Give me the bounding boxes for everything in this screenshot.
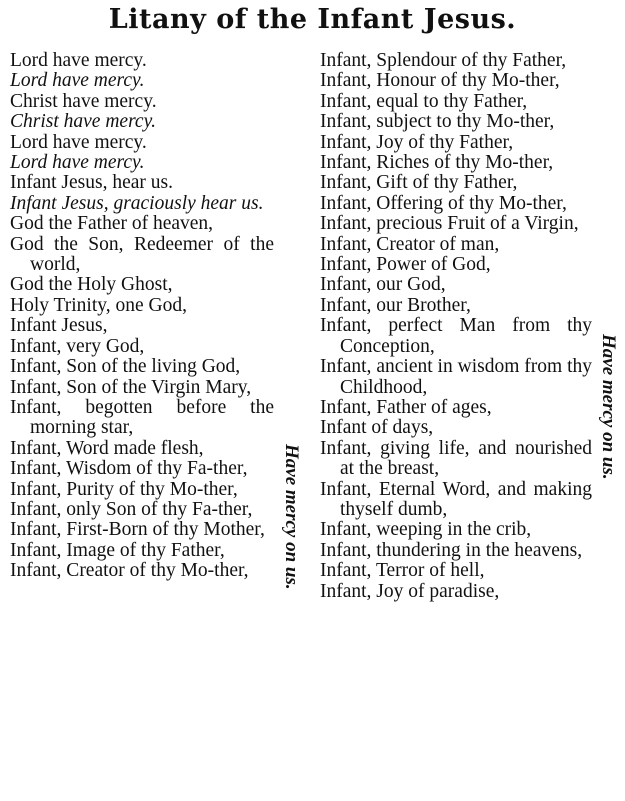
response-left: Have mercy on us.: [281, 444, 302, 590]
litany-entry: Infant, Eternal Word, and making thyself dumb,: [320, 478, 592, 520]
litany-entry: Infant, Terror of hell,: [320, 560, 485, 582]
litany-entry: Infant, weeping in the crib,: [320, 519, 532, 541]
litany-entry: God the Holy Ghost,: [10, 274, 173, 296]
litany-entry: Lord have mercy.: [10, 70, 145, 92]
litany-entry: God the Father of heaven,: [10, 213, 214, 235]
litany-entry: Holy Trinity, one God,: [10, 294, 187, 316]
litany-entry: Infant, Son of the Virgin Mary,: [10, 376, 252, 398]
litany-entry: Christ have mercy.: [10, 90, 157, 112]
litany-entry: Lord have mercy.: [10, 50, 147, 71]
litany-entry: Infant, Splendour of thy Father,: [320, 50, 567, 71]
litany-entry: Infant, Creator of man,: [320, 233, 500, 255]
litany-entry: Infant, Joy of thy Father,: [320, 131, 514, 153]
litany-entry: Infant, Purity of thy Mo-ther,: [10, 478, 238, 500]
litany-entry: Infant, Son of the living God,: [10, 356, 241, 378]
litany-entry: Infant, ancient in wisdom from thy Childhood,: [320, 356, 592, 398]
litany-entry: Infant, begotten before the morning star,: [10, 396, 274, 439]
litany-entry: Infant, perfect Man from thy Conception,: [320, 315, 592, 357]
litany-entry: God the Son, Redeemer of the world,: [10, 233, 274, 276]
litany-entry: Infant, only Son of thy Fa-ther,: [10, 498, 253, 520]
right-column: [320, 51, 592, 602]
litany-entry: Infant, Riches of thy Mo-ther,: [320, 152, 554, 174]
litany-entry: Infant, very God,: [10, 335, 145, 357]
litany-entry: Infant, First-Born of thy Mother,: [10, 519, 265, 541]
litany-entry: Infant Jesus, graciously hear us.: [10, 192, 264, 214]
litany-entry: Infant, our Brother,: [320, 294, 471, 316]
litany-entry: Infant Jesus,: [10, 315, 108, 337]
litany-entry: Infant, Wisdom of thy Fa-ther,: [10, 458, 248, 480]
litany-entry: Infant, giving life, and nourished at the breast,: [320, 437, 592, 480]
litany-entry: Lord have mercy.: [10, 131, 147, 153]
litany-entry: Infant, precious Fruit of a Virgin,: [320, 213, 579, 235]
litany-entry: Infant, Power of God,: [320, 254, 491, 276]
litany-entry: Infant Jesus, hear us.: [10, 172, 173, 194]
left-column: [10, 51, 274, 582]
litany-entry: Infant, thundering in the heavens,: [320, 539, 583, 561]
litany-entry: Infant, our God,: [320, 274, 446, 296]
litany-entry: Infant, Creator of thy Mo-ther,: [10, 560, 249, 582]
response-right: Have mercy on us.: [598, 334, 619, 480]
litany-entry: Infant, Gift of thy Father,: [320, 172, 518, 194]
litany-entry: Infant of days,: [320, 417, 434, 439]
litany-entry: Infant, Image of thy Father,: [10, 539, 225, 561]
litany-entry: Lord have mercy.: [10, 152, 145, 174]
litany-entry: Infant, Honour of thy Mo-ther,: [320, 70, 560, 92]
litany-entry: Infant, equal to thy Father,: [320, 90, 528, 112]
litany-entry: Infant, Word made flesh,: [10, 437, 204, 459]
litany-entry: Infant, Father of ages,: [320, 396, 492, 418]
litany-entry: Infant, subject to thy Mo-ther,: [320, 111, 555, 133]
litany-entry: Infant, Offering of thy Mo-ther,: [320, 192, 567, 214]
page-title: Litany of the Infant Jesus.: [108, 4, 517, 35]
litany-entry: Christ have mercy.: [10, 111, 157, 133]
litany-entry: Infant, Joy of paradise,: [320, 580, 500, 602]
